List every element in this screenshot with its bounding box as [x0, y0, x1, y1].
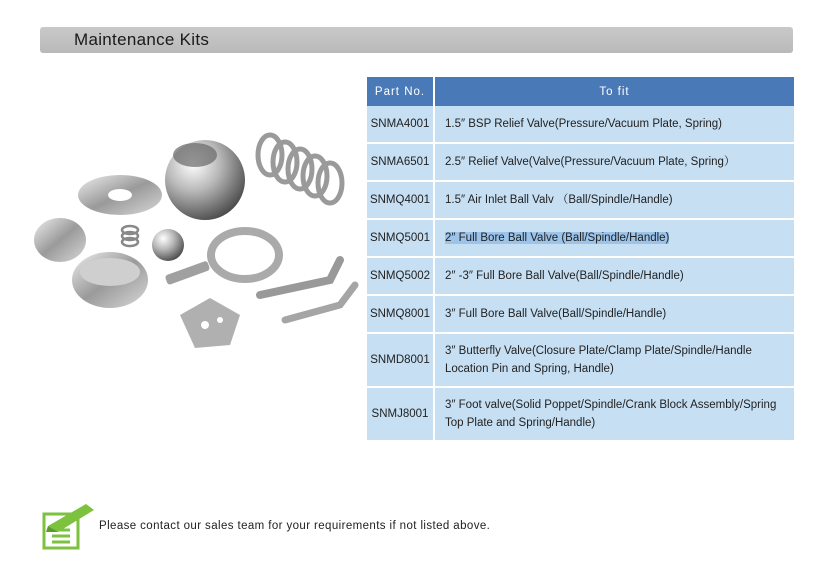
fit-description: 3″ Full Bore Ball Valve(Ball/Spindle/Handle)	[434, 295, 794, 333]
part-number: SNMQ8001	[367, 295, 434, 333]
fit-description: 2.5″ Relief Valve(Valve(Pressure/Vacuum Plate, Spring）	[434, 143, 794, 181]
note-pencil-icon	[42, 502, 96, 550]
page-title: Maintenance Kits	[74, 30, 210, 49]
section-title-bar	[40, 27, 793, 53]
part-number: SNMQ5002	[367, 257, 434, 295]
fit-description: 2″ -3″ Full Bore Ball Valve(Ball/Spindle/Handle)	[434, 257, 794, 295]
table-row	[367, 219, 794, 257]
contact-note: Please contact our sales team for your requirements if not listed above.	[99, 520, 491, 532]
maintenance-kits-table	[367, 77, 794, 442]
part-number: SNMA6501	[367, 143, 434, 181]
selected-text: 2″ Full Bore Ball Valve (Ball/Spindle/Handle)	[445, 232, 670, 244]
table-row	[367, 257, 794, 295]
column-header-to-fit: To fit	[434, 77, 794, 106]
part-number: SNMJ8001	[367, 387, 434, 441]
fit-description: 3″ Butterfly Valve(Closure Plate/Clamp Plate/Spindle/Handle Location Pin and Spring, Handle)	[434, 333, 794, 387]
table-row	[367, 333, 794, 387]
table-row	[367, 295, 794, 333]
table-row	[367, 143, 794, 181]
table-row	[367, 106, 794, 143]
column-header-part-no: Part No.	[367, 77, 434, 106]
part-number: SNMQ5001	[367, 219, 434, 257]
part-number: SNMA4001	[367, 106, 434, 143]
part-number: SNMQ4001	[367, 181, 434, 219]
fit-description: 1.5″ BSP Relief Valve(Pressure/Vacuum Plate, Spring)	[434, 106, 794, 143]
fit-description: 1.5″ Air Inlet Ball Valv （Ball/Spindle/Handle)	[434, 181, 794, 219]
maintenance-kit-parts-image	[30, 120, 360, 350]
part-number: SNMD8001	[367, 333, 434, 387]
table-row	[367, 181, 794, 219]
table-row	[367, 387, 794, 441]
fit-description: 3″ Foot valve(Solid Poppet/Spindle/Crank Block Assembly/Spring Top Plate and Spring/Handle)	[434, 387, 794, 441]
fit-description-selected	[434, 219, 794, 257]
